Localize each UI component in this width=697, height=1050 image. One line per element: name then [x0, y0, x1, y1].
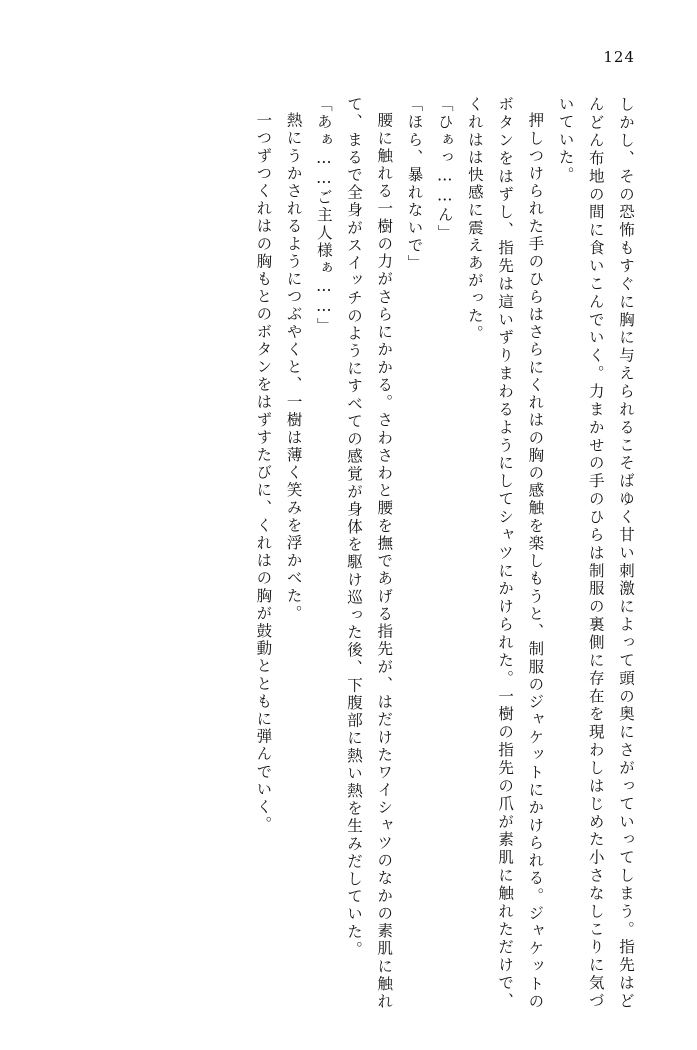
- paragraph: 一つずつくれはの胸もとのボタンをはずすたびに、くれはの胸が鼓動とともに弾んでいく。: [254, 111, 273, 834]
- paragraph: 押しつけられた手のひらはさらにくれはの胸の感触を楽しもうと、制服のジャケットにかけられる。ジャケットのボタンをはずし、指先は這いずりまわるようにしてシャツにかけられた。一樹の指先の爪が素肌に触れただけで、くれはは快感に震えあがった。: [465, 96, 545, 1010]
- paragraph-dialogue: 「ひぁっ……ん」: [435, 96, 454, 242]
- page-number: 124: [603, 48, 635, 66]
- page-body-text: [58, 96, 641, 1010]
- paragraph-dialogue: 「あぁ……ご主人様ぁ……」: [314, 96, 333, 335]
- paragraph: 腰に触れる一樹の力がさらにかかる。さわさわと腰を撫であげる指先が、はだけたワイシャツのなかの素肌に触れて、まるで全身がスイッチのようにすべての感覚が身体を駆け巡った後、下腹部に熱い熱を生みだしていた。: [345, 96, 394, 1010]
- paragraph-dialogue: 「ほら、暴れないで」: [405, 96, 424, 272]
- paragraph: しかし、その恐怖もすぐに胸に与えられるこそばゆく甘い刺激によって頭の奥にさがっていってしまう。指先はどんどん布地の間に食いこんでいく。力まかせの手のひらは制服の裏側に存在を現わしはじめた小さなしこりに気づいていた。: [556, 96, 635, 1010]
- paragraph: 熱にうかされるようにつぶやくと、一樹は薄く笑みを浮かべた。: [284, 111, 303, 622]
